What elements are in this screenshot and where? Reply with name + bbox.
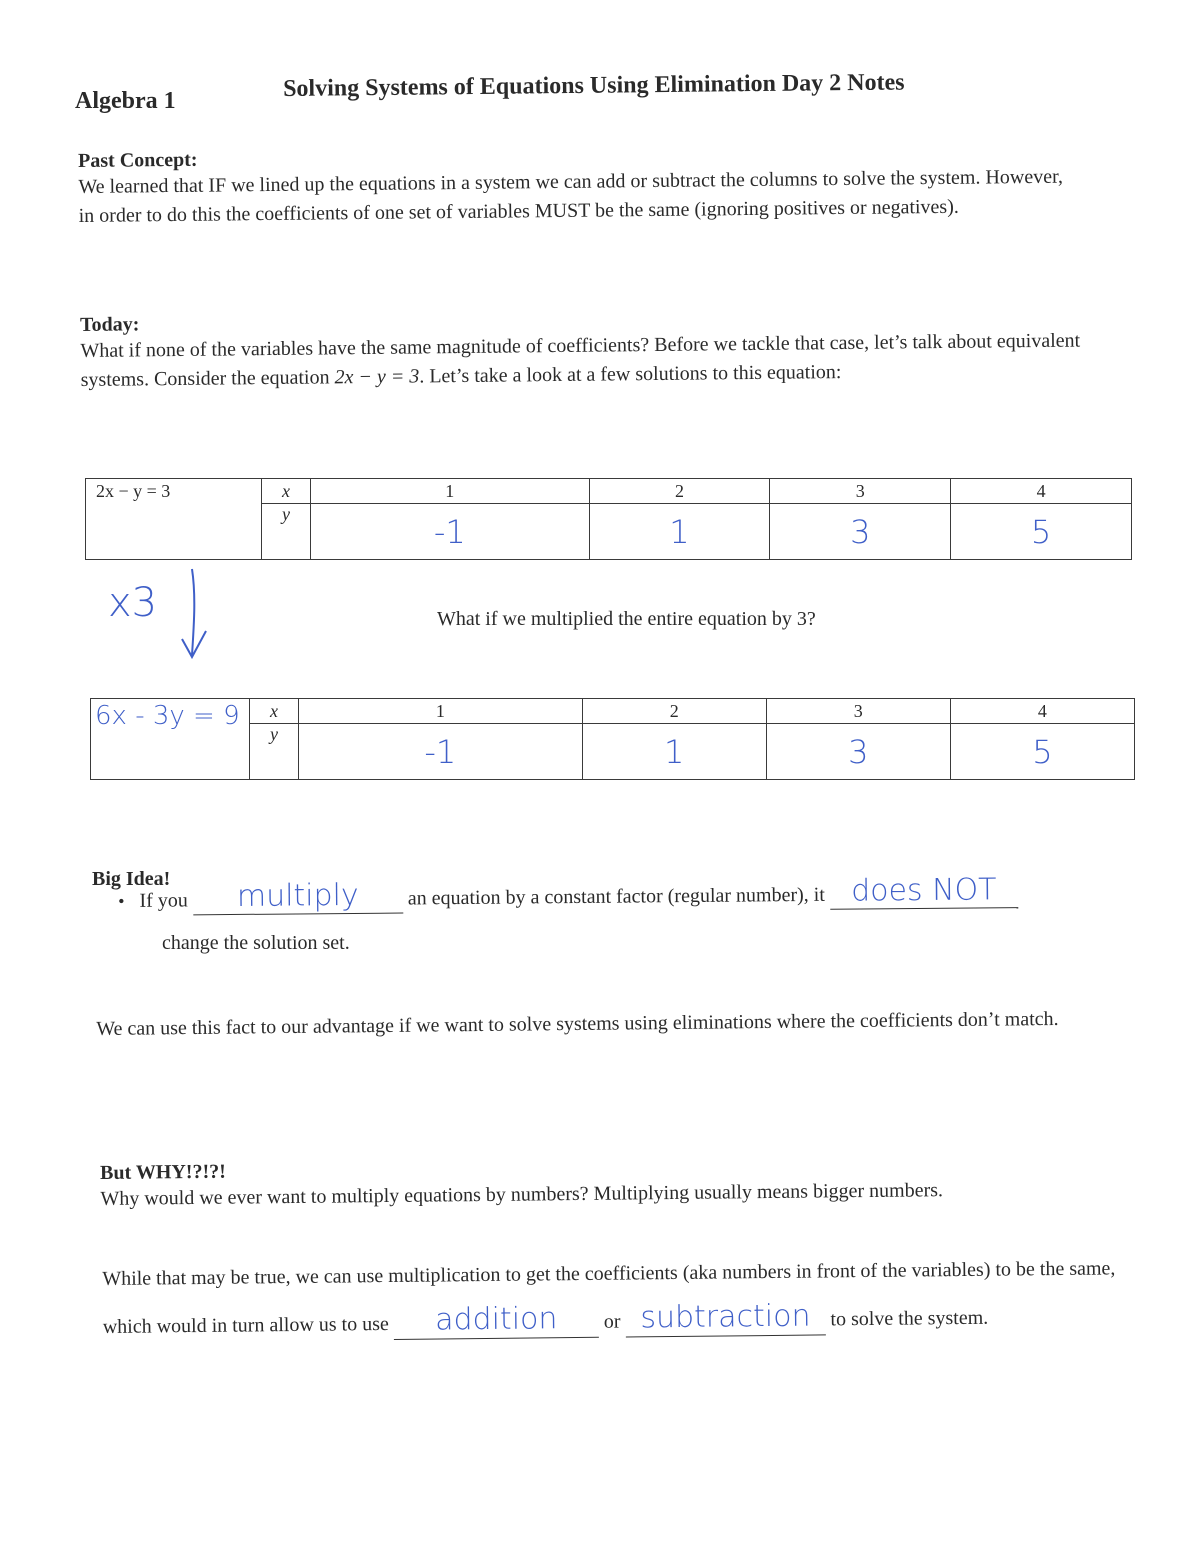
blank-subtraction-answer: subtraction [640,1298,811,1336]
today-heading: Today: [80,313,140,336]
solutions-table-original [85,478,1132,560]
today-text [80,326,1131,395]
big-idea-bullet-line [118,872,1018,916]
table2-y-value: 1 [582,724,766,780]
blank-does-not-answer: does NOT [850,872,997,909]
table1-x-value: 3 [770,479,951,504]
blank-addition-answer: addition [434,1301,558,1338]
today-equation: 2x − y = 3 [334,365,420,389]
today-text-after: . Let’s take a look at a few solutions to this equation: [419,361,842,388]
big-idea-if: If you [139,889,188,912]
table1-x-value: 1 [311,479,590,504]
down-arrow-icon [178,565,218,665]
table1-y-value: 3 [770,504,951,560]
advantage-text: We can use this fact to our advantage if we want to solve systems using eliminations where the coefficients don’t match. [96,1007,1059,1040]
table1-x-label: x [262,479,311,504]
past-concept-heading: Past Concept: [78,148,198,172]
page-title: Solving Systems of Equations Using Elimination Day 2 Notes [283,69,905,102]
table2-x-label: x [250,699,299,724]
blank-multiply [193,878,403,916]
blank-subtraction [625,1298,825,1337]
table1-y-value: 1 [589,504,770,560]
multiply-question: What if we multiplied the entire equation by 3? [437,608,816,630]
blank-addition [394,1301,599,1340]
bullet-icon: • [118,890,125,911]
table1-y-label: y [262,504,311,560]
solutions-table-scaled [90,698,1135,780]
course-label: Algebra 1 [75,88,176,114]
table1-equation: 2x − y = 3 [86,479,262,560]
table2-y-value: 3 [766,724,950,780]
why-section [100,1151,1150,1214]
why-text: Why would we ever want to multiply equations by numbers? Multiplying usually means bigger numbers. [100,1179,944,1210]
table1-x-value: 2 [589,479,770,504]
table1-x-value: 4 [951,479,1132,504]
today-section [80,303,1131,395]
conclusion-end: to solve the system. [830,1306,989,1331]
table2-y-value: -1 [299,724,583,780]
table2-x-value: 4 [950,699,1134,724]
blank-does-not [830,872,1018,910]
conclusion-start: While that may be true, we can use multiplication to get the coefficients (aka numbers in front of the variables) to be the same, which would in turn allow us to use [102,1257,1116,1338]
big-idea-mid: an equation by a constant factor (regular number), it [407,883,825,910]
why-heading: But WHY!?!?! [100,1160,226,1184]
today-text-before: What if none of the variables have the same magnitude of coefficients? Before we tackle that case, let’s talk about equivalent systems. Consider the equation [80,329,1081,391]
table2-x-value: 2 [582,699,766,724]
table1-y-value: 5 [951,504,1132,560]
table2-x-value: 3 [766,699,950,724]
big-idea-heading: Big Idea! [92,868,171,890]
past-concept-section [78,140,1069,231]
table1-y-value: -1 [311,504,590,560]
table2-equation [91,699,250,780]
table2-y-label: y [250,724,299,780]
big-idea-end: change the solution set. [162,932,350,954]
past-concept-text: We learned that IF we lined up the equations in a system we can add or subtract the columns to solve the system. However, in order to do this the coefficients of one set of variables MUST be the same (ignoring positives or negatives). [78,165,1064,227]
table2-equation-text: 6x - 3y = 9 [95,701,240,731]
blank-multiply-answer: multiply [236,877,359,914]
conclusion-or: or [603,1310,621,1333]
conclusion-text [102,1244,1153,1351]
table2-x-value: 1 [299,699,583,724]
handwritten-factor: x3 [108,580,158,626]
table2-y-value: 5 [950,724,1134,780]
